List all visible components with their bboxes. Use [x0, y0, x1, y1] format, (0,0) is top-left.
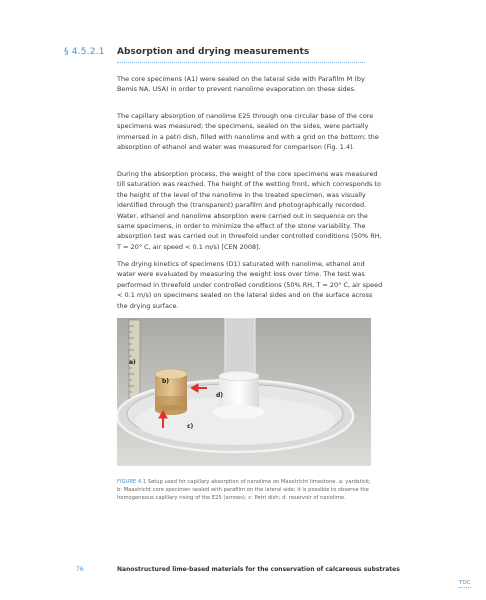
reservoir-upper: [225, 318, 255, 378]
footer-title: Nanostructured lime-based materials for the conservation of calcareous substrates: [117, 566, 400, 573]
label-c: c): [187, 423, 194, 430]
figure-photo: [117, 318, 371, 466]
label-b: b): [162, 378, 170, 385]
section-divider: [117, 62, 365, 63]
label-d: d): [216, 392, 224, 399]
paragraph-1: The core specimens (A1) were sealed on the lateral side with Parafilm M (by Bemis NA, USA) in order to prevent nanolime evaporation on these sides.: [117, 75, 365, 94]
section-number: § 4.5.2.1: [64, 47, 105, 57]
toc-link[interactable]: TOC: [459, 580, 471, 586]
section-title: Absorption and drying measurements: [117, 47, 310, 57]
page-number: 76: [76, 566, 84, 573]
paragraph-4: The drying kinetics of specimens (D1) saturated with nanolime, ethanol and water were evaluated by measuring the weight loss over time. The test was performed in threefold under controlled conditions (50% RH, T = 20° C, air speed < 0.1 m/s) on specimens sealed on the lateral sides and on the surface across the drying surface.: [117, 260, 383, 310]
paragraph-2: The capillary absorption of nanolime E25 through one circular base of the core specimens was measured; the specimens, sealed on the sides, were partially immersed in a petri dish, filled with nanolime and with a grid on the bottom; the absorption of ethanol and water was measured for comparison (Fig. 1.4).: [117, 112, 379, 152]
label-a: a): [129, 359, 136, 366]
caption-label: FIGURE 4.1: [117, 479, 147, 485]
figure-caption: [117, 478, 375, 503]
caption-text: Setup used for capillary absorption of nanolime on Maastricht limestone. a: yardstick; b: Maastricht core specimen sealed with parafilm on the lateral side; it is possible to observe the homogeneous capillary rising of the E25 (arrows); c: Petri dish; d: reservoir of nanolime.: [117, 479, 371, 502]
paragraph-3: During the absorption process, the weight of the core specimens was measured till saturation was reached. The height of the wetting front, which corresponds to the height of the level of the nanolime in the treated specimen, was visually identified through the (transparent) parafilm and photographically recorded. Water, ethanol and nanolime absorption were carried out in sequence on the same specimens, in order to minimize the effect of the stone variability. The absorption test was carried out in threefold under controlled conditions (50% RH, T = 20° C, air speed < 0.1 m/s) [CEN 2008].: [117, 170, 382, 251]
